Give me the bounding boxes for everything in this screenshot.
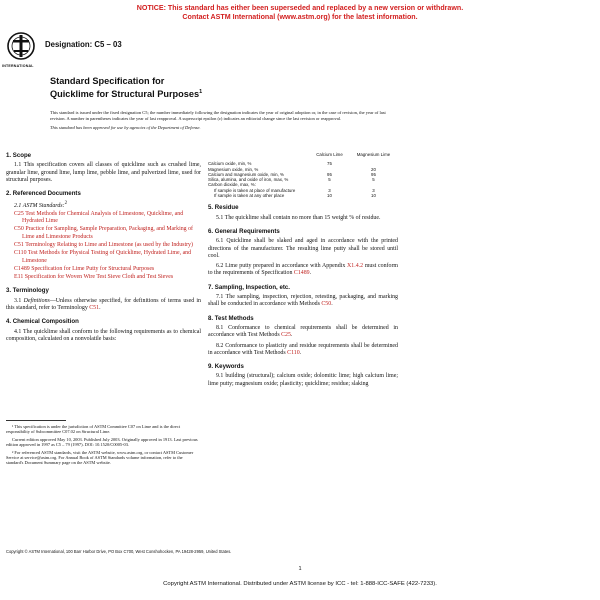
section-residue bbox=[208, 204, 398, 222]
terminology-text bbox=[6, 298, 201, 313]
terminology-text-end: . bbox=[99, 305, 101, 312]
test-text-2a: 8.2 Conformance to plasticity and residue requirements shall be determined in accordance with Test Methods bbox=[208, 342, 398, 356]
terminology-text-a: 3.1 bbox=[14, 297, 24, 304]
chem-text: 4.1 The quicklime shall conform to the following requirements as to chemical composition, calculated on a nonvolatile basis: bbox=[6, 328, 201, 342]
astm-standards-label: 2.1 ASTM Standards: bbox=[14, 203, 65, 210]
reference-code[interactable]: C51 bbox=[14, 241, 24, 248]
col-magnesium-lime: Magnesium Lime bbox=[356, 152, 391, 157]
table-row bbox=[208, 193, 398, 198]
title-line-1: Standard Specification for bbox=[50, 76, 165, 86]
general-heading: 6. General Requirements bbox=[208, 227, 280, 235]
keywords-text: 9.1 building (structural); calcium oxide; dolomitic lime; high calcium lime; lime putty; magnesium oxide; plasticity; quicklime; residue; slaking bbox=[208, 373, 398, 387]
right-column bbox=[208, 152, 398, 394]
designation: Designation: C5 – 03 bbox=[45, 40, 122, 49]
section-sampling bbox=[208, 284, 398, 309]
calcium-value: 95 bbox=[327, 171, 332, 177]
left-column bbox=[6, 152, 201, 349]
magnesium-value: 20 bbox=[371, 166, 376, 172]
row-label: Calcium oxide, min, % bbox=[208, 161, 252, 167]
general-text-2a: 6.2 Lime putty prepared in accordance with Appendix bbox=[216, 263, 348, 270]
general-text-2 bbox=[208, 263, 398, 278]
table-header-blank bbox=[208, 152, 310, 161]
terminology-heading: 3. Terminology bbox=[6, 287, 49, 295]
sampling-text-end: . bbox=[331, 301, 333, 308]
document-title bbox=[50, 76, 202, 100]
logo-text: INTERNATIONAL bbox=[2, 64, 34, 68]
reference-item[interactable] bbox=[14, 211, 201, 226]
link-c25[interactable]: C25 bbox=[281, 332, 291, 339]
test-text-1a: 8.1 Conformance to chemical requirements shall be determined in accordance with Test Methods bbox=[208, 324, 398, 339]
general-text-1: 6.1 Quicklime shall be slaked and aged in accordance with the printed directions of the manufacturer. The resulting lime putty shall be stored until cool. bbox=[208, 238, 398, 259]
row-label: Silica, alumina, and oxide of iron, max, % bbox=[208, 177, 289, 183]
link-c51[interactable]: C51 bbox=[89, 305, 100, 312]
scope-text: 1.1 This specification covers all classes of quicklime such as crushed lime, granular lime, ground lime, lump lime, pebble lime, and pulverized lime, used for structural purposes. bbox=[6, 162, 201, 183]
magnesium-value: 5 bbox=[372, 177, 375, 183]
section-referenced-documents bbox=[6, 190, 201, 281]
magnesium-value: 10 bbox=[371, 193, 376, 199]
notice-line-2: Contact ASTM International (www.astm.org) for the latest information. bbox=[182, 12, 418, 21]
reference-item[interactable] bbox=[14, 274, 201, 281]
row-label: Magnesium oxide, min, % bbox=[208, 166, 259, 172]
row-label: If sample is taken at place of manufacture bbox=[214, 187, 296, 193]
keywords-heading: 9. Keywords bbox=[208, 363, 244, 371]
chem-heading: 4. Chemical Composition bbox=[6, 318, 79, 326]
row-label: Calcium and magnesium oxide, min, % bbox=[208, 171, 284, 177]
refs-footnote-ref: 2 bbox=[64, 201, 68, 207]
intro-block bbox=[50, 110, 390, 133]
general-text-2-end: . bbox=[309, 270, 312, 277]
col-calcium-lime: Calcium Lime bbox=[316, 152, 343, 157]
row-label: If sample is taken at any other place bbox=[214, 193, 285, 199]
refs-heading: 2. Referenced Documents bbox=[6, 190, 81, 198]
composition-table-wrapper bbox=[208, 152, 398, 198]
reference-title[interactable]: Test Methods for Physical Testing of Quicklime, Hydrated Lime, and Limestone bbox=[22, 250, 192, 264]
reference-code[interactable]: C110 bbox=[14, 250, 27, 257]
sampling-text bbox=[208, 294, 398, 309]
link-c50[interactable]: C50 bbox=[321, 301, 332, 308]
title-line-2 bbox=[50, 87, 202, 100]
link-c110[interactable]: C110 bbox=[287, 349, 300, 356]
astm-standards-subheading bbox=[14, 200, 201, 210]
reference-item[interactable] bbox=[14, 226, 201, 241]
reference-title[interactable]: Terminology Relating to Lime and Limestone (as used by the Industry) bbox=[25, 241, 193, 248]
calcium-value: 3 bbox=[328, 187, 331, 193]
test-text-1 bbox=[208, 325, 398, 340]
reference-title[interactable]: Test Methods for Chemical Analysis of Limestone, Quicklime, and Hydrated Lime bbox=[22, 210, 184, 225]
test-text-2 bbox=[208, 343, 398, 358]
section-terminology bbox=[6, 287, 201, 312]
reference-title[interactable]: Specification for Lime Putty for Structural Purposes bbox=[31, 265, 155, 272]
residue-text: 5.1 The quicklime shall contain no more than 15 weight % of residue. bbox=[216, 214, 381, 221]
terminology-text-b: —Unless otherwise specified, for definitions of terms used in this standard, refer to Terminology bbox=[6, 297, 201, 312]
test-text-2-end: . bbox=[299, 349, 302, 356]
notice-line-1: NOTICE: This standard has either been superseded and replaced by a new version or withdrawn. bbox=[136, 4, 464, 12]
astm-logo-icon bbox=[6, 31, 36, 65]
footnote-1b: Current edition approved May 10, 2003. Published July 2003. Originally approved in 1913. Last previous edition approved in 1997 as C5 – 79 (1997). DOI: 10.1520/C0005-03. bbox=[6, 436, 198, 448]
definitions-term: Definitions bbox=[23, 297, 50, 304]
intro-paragraph: This standard is issued under the fixed designation C5; the number immediately following the designation indicates the year of original adoption or, in the case of revision, the year of last revision. A number in parentheses indicates the year of last reapproval. A superscript epsilon (ε) indicates an editorial change since the last revision or reapproval. bbox=[50, 110, 386, 121]
license-footer: Copyright ASTM International. Distributed under ASTM license by ICC - tel: 1-888-ICC-SAFE (422-7233). bbox=[163, 581, 437, 587]
reference-item[interactable] bbox=[14, 266, 201, 273]
page-number: 1 bbox=[298, 566, 302, 572]
copyright-line: Copyright © ASTM International, 100 Barr Harbor Drive, PO Box C700, West Conshohocken, PA 19428-2959, United States. bbox=[6, 549, 232, 554]
footnotes bbox=[6, 420, 201, 468]
magnesium-value: 3 bbox=[372, 187, 375, 193]
reference-title[interactable]: Specification for Woven Wire Test Sieve Cloth and Test Sieves bbox=[24, 274, 174, 281]
link-c1489[interactable]: C1489 bbox=[293, 270, 310, 277]
footnote-1: ¹ This specification is under the jurisdiction of ASTM Committee C07 on Lime and is the direct responsibility of Subcommittee C07.02 on Structural Lime. bbox=[6, 424, 181, 435]
section-keywords bbox=[208, 363, 398, 388]
reference-code[interactable]: E11 bbox=[14, 274, 24, 281]
section-general-requirements bbox=[208, 228, 398, 278]
test-text-1-end: . bbox=[290, 332, 293, 339]
general-text-2b: must conform to the requirements of Specification bbox=[208, 263, 399, 277]
scope-heading: 1. Scope bbox=[6, 152, 32, 159]
calcium-value: 10 bbox=[327, 193, 332, 199]
link-x1-4-2[interactable]: X1.4.2 bbox=[347, 263, 364, 270]
magnesium-value: 95 bbox=[371, 171, 376, 177]
title-line-2-text: Quicklime for Structural Purposes bbox=[50, 89, 200, 100]
sampling-heading: 7. Sampling, Inspection, etc. bbox=[208, 283, 290, 291]
test-heading: 8. Test Methods bbox=[208, 314, 254, 322]
section-chemical-composition bbox=[6, 318, 201, 343]
dod-approval-note: This standard has been approved for use by agencies of the Department of Defense. bbox=[50, 125, 201, 130]
calcium-value: 75 bbox=[327, 161, 332, 167]
title-footnote-ref: 1 bbox=[199, 89, 203, 95]
footnote-divider bbox=[6, 420, 66, 421]
superseded-notice bbox=[0, 4, 600, 21]
table-header-row bbox=[208, 152, 398, 161]
section-test-methods bbox=[208, 315, 398, 357]
reference-code[interactable]: C25 bbox=[14, 210, 24, 217]
reference-code[interactable]: C50 bbox=[14, 226, 24, 233]
composition-table bbox=[208, 152, 398, 198]
calcium-value: 5 bbox=[328, 177, 331, 183]
footnote-2: ² For referenced ASTM standards, visit the ASTM website, www.astm.org, or contact ASTM Customer Service at service@astm.org. For Annual Book of ASTM Standards volume information, refer to the standard's Document Summary page on the ASTM website. bbox=[6, 449, 194, 466]
residue-heading: 5. Residue bbox=[208, 204, 239, 212]
row-label: Carbon dioxide, max, %: bbox=[208, 182, 256, 188]
sampling-text-a: 7.1 The sampling, inspection, rejection, retesting, packaging, and marking shall be conducted in accordance with Methods bbox=[208, 294, 398, 308]
section-scope bbox=[6, 152, 201, 184]
reference-title[interactable]: Practice for Sampling, Sample Preparation, Packaging, and Marking of Lime and Limestone Products bbox=[22, 226, 193, 240]
reference-item[interactable] bbox=[14, 250, 201, 265]
reference-item[interactable] bbox=[14, 242, 201, 249]
reference-code[interactable]: C1489 bbox=[14, 265, 30, 272]
